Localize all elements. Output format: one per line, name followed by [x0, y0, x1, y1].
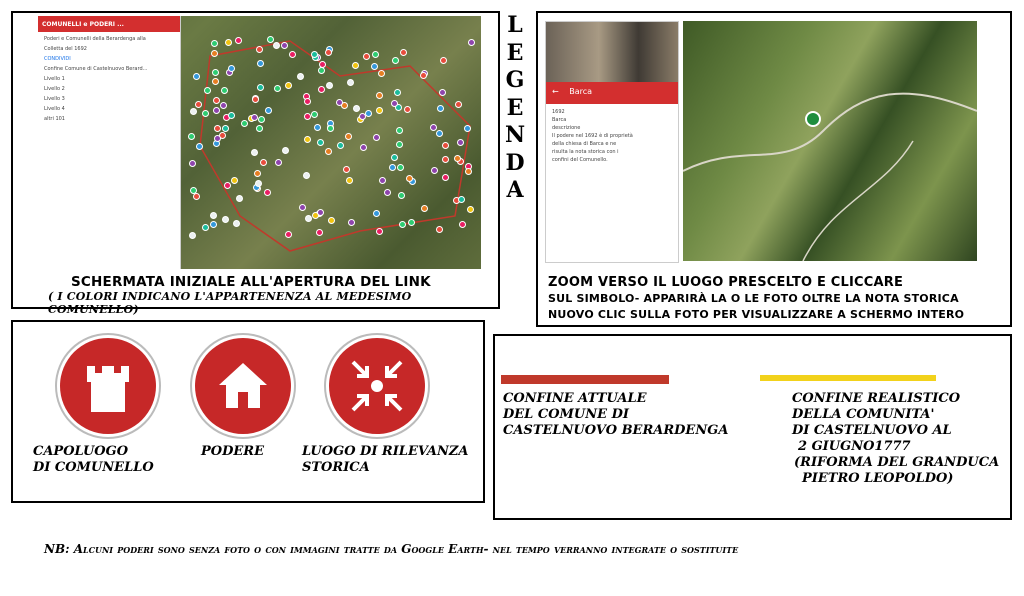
map-marker[interactable] — [211, 50, 218, 57]
map-marker[interactable] — [440, 57, 447, 64]
place-header — [546, 82, 678, 104]
map-marker[interactable] — [317, 209, 324, 216]
map-marker[interactable] — [190, 108, 197, 115]
legenda-letter: E — [506, 94, 524, 121]
house-icon — [195, 338, 291, 434]
map-marker[interactable] — [336, 99, 343, 106]
photo-note-screenshot — [545, 21, 679, 263]
map-marker[interactable] — [285, 82, 292, 89]
map-marker[interactable] — [467, 206, 474, 213]
panel-line: Poderi e Comunelli della Berardenga alla — [44, 36, 146, 42]
map-marker[interactable] — [337, 142, 344, 149]
map-marker[interactable] — [202, 224, 209, 231]
capoluogo-label: CAPOLUOGO — [33, 444, 129, 459]
map-marker[interactable] — [439, 89, 446, 96]
boundary-line: DEL COMUNE DI — [503, 407, 629, 422]
map-marker[interactable] — [406, 175, 413, 182]
map-marker[interactable] — [442, 142, 449, 149]
map-marker[interactable] — [233, 220, 240, 227]
map-marker[interactable] — [318, 67, 325, 74]
map-marker[interactable] — [193, 193, 200, 200]
podere-label: PODERE — [201, 444, 264, 459]
map-marker[interactable] — [251, 114, 258, 121]
map-marker[interactable] — [222, 125, 229, 132]
legenda-letter: E — [506, 39, 524, 66]
zoom-caption-3: NUOVO CLIC SULLA FOTO PER VISUALIZZARE A SCHERMO INTERO — [548, 308, 965, 321]
map-marker[interactable] — [371, 63, 378, 70]
map-marker[interactable] — [236, 195, 243, 202]
map-marker[interactable] — [360, 144, 367, 151]
podere-icon — [195, 338, 291, 434]
legenda-letter: L — [507, 12, 523, 38]
zoom-caption-2: SUL SIMBOLO- APPARIRÀ LA O LE FOTO OLTRE LA NOTA STORICA — [548, 292, 959, 305]
map-marker[interactable] — [260, 159, 267, 166]
map-marker[interactable] — [442, 156, 449, 163]
boundary-line: (RIFORMA DEL GRANDUCA — [794, 455, 1000, 470]
map-marker[interactable] — [273, 42, 280, 49]
legenda-letter: D — [505, 149, 525, 176]
map-marker[interactable] — [305, 215, 312, 222]
map-marker[interactable] — [314, 124, 321, 131]
map-marker[interactable] — [392, 57, 399, 64]
map-marker[interactable] — [212, 69, 219, 76]
boundary-line: 2 GIUGNO1777 — [798, 439, 911, 454]
map-marker[interactable] — [264, 189, 271, 196]
panel-line: Livello 4 — [44, 106, 65, 112]
map-marker[interactable] — [224, 182, 231, 189]
initial-screen-subcaption: ( I COLORI INDICANO L'APPARTENENZA AL MEDESIMO COMUNELLO) — [48, 290, 412, 316]
note-line: 1692 — [552, 109, 565, 115]
share-link[interactable]: CONDIVIDI — [44, 56, 71, 62]
map-marker[interactable] — [275, 159, 282, 166]
map-marker[interactable] — [241, 120, 248, 127]
map-marker[interactable] — [391, 154, 398, 161]
map-marker[interactable] — [436, 130, 443, 137]
map-marker[interactable] — [396, 127, 403, 134]
map-marker[interactable] — [326, 82, 333, 89]
initial-map-screenshot — [38, 16, 481, 269]
map-marker[interactable] — [214, 135, 221, 142]
zoomed-map-screenshot — [683, 21, 977, 261]
map-marker[interactable] — [363, 53, 370, 60]
map-marker[interactable] — [348, 219, 355, 226]
map-marker[interactable] — [281, 42, 288, 49]
map-marker[interactable] — [304, 113, 311, 120]
footnote: NB: Alcuni poderi sono senza foto o con immagini tratte da Google Earth- nel tempo verranno integrate o sostituite — [44, 542, 739, 556]
map-marker[interactable] — [265, 107, 272, 114]
back-arrow-icon[interactable]: ← — [552, 87, 559, 96]
map-marker[interactable] — [442, 174, 449, 181]
map-marker[interactable] — [325, 49, 332, 56]
map-marker[interactable] — [297, 73, 304, 80]
map-marker[interactable] — [376, 228, 383, 235]
note-line: descrizione — [552, 125, 581, 131]
icon-legend-panel — [11, 320, 485, 503]
zoom-caption-1: ZOOM VERSO IL LUOGO PRESCELTO E CLICCARE — [548, 275, 904, 290]
map-marker[interactable] — [373, 210, 380, 217]
note-line: Il podere nel 1692 è di proprietà — [552, 133, 633, 139]
converge-arrows-icon — [329, 338, 425, 434]
map-marker[interactable] — [436, 226, 443, 233]
map-marker[interactable] — [421, 205, 428, 212]
map-marker[interactable] — [468, 39, 475, 46]
boundary-line: PIETRO LEOPOLDO) — [802, 471, 954, 486]
map-marker[interactable] — [454, 155, 461, 162]
map-marker[interactable] — [213, 97, 220, 104]
boundary-line: CONFINE REALISTICO — [792, 391, 961, 406]
map-marker[interactable] — [189, 160, 196, 167]
map-marker[interactable] — [189, 232, 196, 239]
note-line: risulta la nota storica con i — [552, 149, 619, 155]
panel-line: Livello 3 — [44, 96, 65, 102]
road-lines — [683, 21, 977, 261]
map-marker[interactable] — [228, 112, 235, 119]
legenda-title — [500, 12, 530, 205]
map-marker[interactable] — [389, 164, 396, 171]
map-marker[interactable] — [195, 101, 202, 108]
capoluogo-label-2: DI COMUNELLO — [33, 460, 154, 475]
map-marker[interactable] — [225, 39, 232, 46]
map-marker[interactable] — [328, 217, 335, 224]
historic-boundary-text — [792, 391, 999, 487]
boundary-line: DELLA COMUNITA' — [792, 407, 935, 422]
panel-line: Livello 2 — [44, 86, 65, 92]
initial-screen-panel — [11, 11, 500, 316]
legenda-letter: G — [505, 67, 525, 93]
legenda-letter: A — [506, 177, 524, 203]
panel-line: altri 101 — [44, 116, 65, 122]
map-marker[interactable] — [222, 216, 229, 223]
map-marker[interactable] — [220, 102, 227, 109]
map-side-panel — [38, 16, 181, 269]
map-marker[interactable] — [346, 177, 353, 184]
luogo-label-2: STORICA — [302, 460, 370, 475]
boundary-line: CONFINE ATTUALE — [503, 391, 647, 406]
luogo-icon — [329, 338, 425, 434]
capoluogo-icon — [60, 338, 156, 434]
note-line: della chiesa di Barca e ne — [552, 141, 617, 147]
map-marker[interactable] — [213, 107, 220, 114]
map-marker[interactable] — [378, 70, 385, 77]
panel-line: Colletta del 1692 — [44, 46, 87, 52]
legenda-letter: N — [504, 122, 526, 148]
map-marker[interactable] — [193, 73, 200, 80]
note-line: confini del Comunello. — [552, 157, 608, 163]
map-marker[interactable] — [437, 105, 444, 112]
map-marker[interactable] — [327, 125, 334, 132]
boundary-line: DI CASTELNUOVO AL — [792, 423, 952, 438]
map-app-title: COMUNELLI e PODERI ... — [38, 16, 180, 32]
historic-boundary-line — [760, 375, 936, 381]
boundaries-panel — [493, 334, 1012, 520]
panel-line: Confine Comune di Castelnuovo Berard... — [44, 66, 148, 72]
castle-icon — [60, 338, 156, 434]
map-marker[interactable] — [391, 100, 398, 107]
map-marker[interactable] — [235, 37, 242, 44]
current-boundary-line — [501, 375, 669, 384]
historical-note — [546, 104, 678, 168]
map-marker[interactable] — [365, 110, 372, 117]
map-marker[interactable] — [304, 136, 311, 143]
boundary-line: CASTELNUOVO BERARDENGA — [503, 423, 729, 438]
map-marker[interactable] — [210, 212, 217, 219]
place-photo — [546, 22, 678, 82]
initial-screen-caption: SCHERMATA INIZIALE ALL'APERTURA DEL LINK — [71, 274, 431, 290]
current-boundary-text — [503, 391, 728, 439]
zoom-screen-panel — [536, 11, 1012, 327]
panel-line: Livello 1 — [44, 76, 65, 82]
place-title: Barca — [569, 87, 593, 96]
map-marker[interactable] — [256, 125, 263, 132]
map-marker[interactable] — [457, 139, 464, 146]
note-line: Barca — [552, 117, 567, 123]
luogo-label: LUOGO DI RILEVANZA — [302, 444, 469, 459]
map-marker[interactable] — [399, 221, 406, 228]
